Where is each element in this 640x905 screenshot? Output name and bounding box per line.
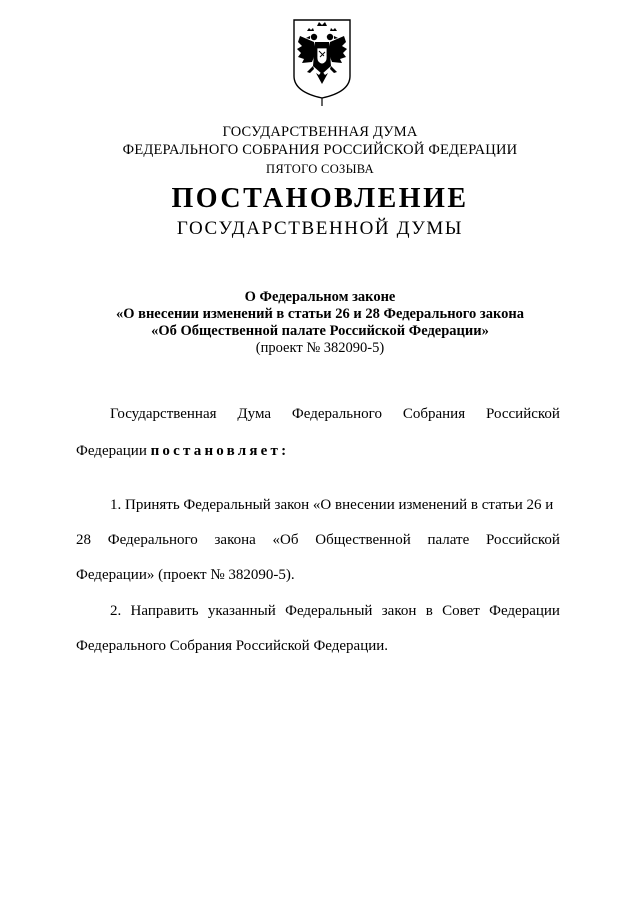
subject-line-2: «О внесении изменений в статьи 26 и 28 Федерального закона [115,306,525,322]
state-emblem-icon [290,18,354,108]
subject-line-4: (проект № 382090-5) [255,340,385,356]
org-line-3: ПЯТОГО СОЗЫВА [266,162,374,176]
item-2-word: закон [381,603,417,619]
preamble-line-2 [76,441,560,461]
item-2-word: Совет [442,603,480,619]
preamble-word: Российской [486,406,560,422]
item-2-word: Федеральный [285,603,373,619]
preamble-line-2-start: Федерации [76,443,147,459]
item-1-line-1: 1. Принять Федеральный закон «О внесении изменений в статьи 26 и [110,497,554,513]
item-1-word: Российской [486,532,560,548]
preamble-word: Собрания [402,406,466,422]
preamble-word: Государственная [110,406,217,422]
subject-line-3: «Об Общественной палате Российской Федерации» [151,323,489,339]
item-2-line-2: Федерального Собрания Российской Федерации. [76,638,389,654]
document-type-title: ПОСТАНОВЛЕНИЕ [171,183,469,214]
document-issuer: ГОСУДАРСТВЕННОЙ ДУМЫ [176,218,464,239]
item-2-word: 2. [110,603,122,619]
item-1-word: Федерального [107,532,198,548]
subject-line-1: О Федеральном законе [244,289,396,305]
preamble-word: Дума [237,406,272,422]
item-1-word: Общественной [315,532,411,548]
preamble-word: Федерального [291,406,382,422]
item-2-word: в [425,603,433,619]
item-2-word: Направить [130,603,199,619]
item-1-line-2 [76,530,560,550]
preamble-line-1 [110,404,560,424]
decree-word: постановляет: [150,443,290,459]
org-line-2: ФЕДЕРАЛЬНОГО СОБРАНИЯ РОССИЙСКОЙ ФЕДЕРАЦИИ [122,142,518,158]
item-2-line-1 [110,601,560,621]
item-1-word: палате [427,532,470,548]
item-1-word: «Об [272,532,299,548]
item-1-word: закона [214,532,256,548]
item-2-word: Федерации [489,603,560,619]
item-2-word: указанный [207,603,276,619]
item-1-line-3: Федерации» (проект № 382090-5). [76,567,295,583]
item-1-word: 28 [76,532,91,548]
org-line-1: ГОСУДАРСТВЕННАЯ ДУМА [222,124,418,140]
